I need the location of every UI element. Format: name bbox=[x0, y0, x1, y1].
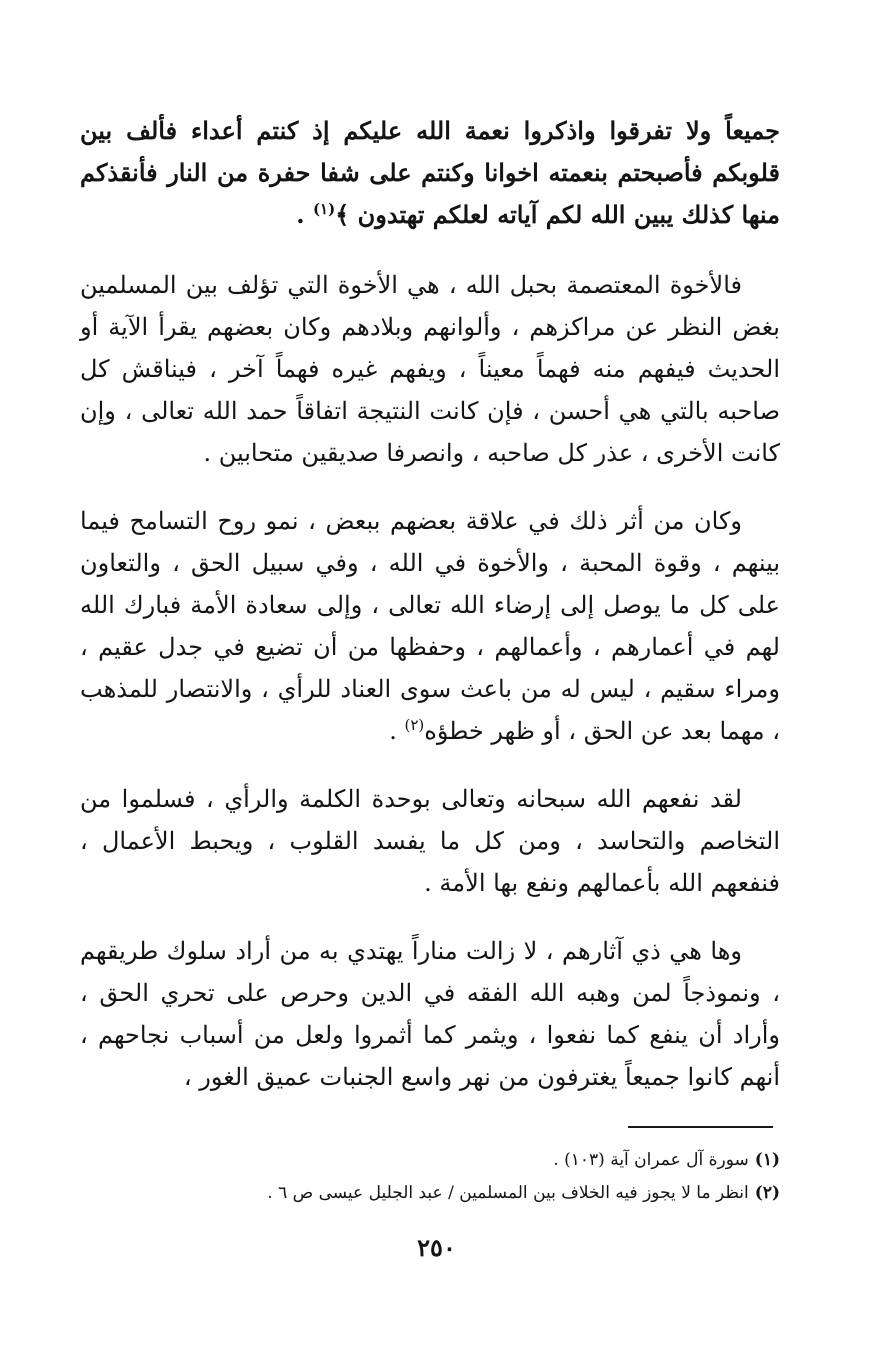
footnote-text: انظر ما لا يجوز فيه الخلاف بين المسلمين / عبد الجليل عيسى ص ٦ . bbox=[267, 1183, 749, 1203]
quran-verse-text: جميعاً ولا تفرقوا واذكروا نعمة الله عليكم إذ كنتم أعداء فألف بين قلوبكم فأصبحتم بنعمته اخوانا وكنتم على شفا حفرة من النار فأنقذكم منها كذلك يبين الله لكم آياته لعلكم تهتدون ﴾ bbox=[80, 116, 780, 229]
paragraph-3: لقد نفعهم الله سبحانه وتعالى بوحدة الكلمة والرأي ، فسلموا من التخاصم والتحاسد ، ومن كل ما يفسد القلوب ، ويحبط الأعمال ، فنفعهم الله بأعمالهم ونفع بها الأمة . bbox=[80, 785, 780, 897]
footnote-divider bbox=[628, 1126, 773, 1128]
footnote-ref-2[interactable]: (٢) bbox=[404, 716, 425, 734]
quran-verse bbox=[80, 110, 780, 236]
footnote-2 bbox=[80, 1177, 780, 1210]
quran-verse-end: . bbox=[296, 200, 313, 229]
footnote-number: (٢) bbox=[754, 1183, 780, 1203]
paragraph-2-end: . bbox=[389, 717, 405, 745]
footnote-1 bbox=[80, 1144, 780, 1177]
paragraph-2-text: وكان من أثر ذلك في علاقة بعضهم ببعض ، نمو روح التسامح فيما بينهم ، وقوة المحبة ، والأخوة في الله ، وفي سبيل الحق ، والتعاون على كل ما يوصل إلى إرضاء الله تعالى ، وإلى سعادة الأمة فبارك الله لهم في أعمارهم ، وأعمالهم ، وحفظها من أن تضيع في جدل عقيم ، ومراء سقيم ، ليس له من باعث سوى العناد للرأي ، والانتصار للمذهب ، مهما بعد عن الحق ، أو ظهر خطؤه bbox=[80, 507, 780, 745]
page-number: ٢٥٠ bbox=[417, 1233, 456, 1262]
main-text bbox=[80, 110, 780, 1124]
footnote-ref-1[interactable]: (١) bbox=[312, 200, 336, 218]
paragraph-4: وها هي ذي آثارهم ، لا زالت مناراً يهتدي به من أراد سلوك طريقهم ، ونموذجاً لمن وهبه الله الفقه في الدين وحرص على تحري الحق ، وأراد أن ينفع كما نفعوا ، ويثمر كما أثمروا ولعل من أسباب نجاحهم ، أنهم كانوا جميعاً يغترفون من نهر واسع الجنبات عميق الغور ، bbox=[80, 937, 780, 1091]
paragraph-2 bbox=[80, 500, 780, 752]
footnotes bbox=[80, 1144, 780, 1210]
footnote-text: سورة آل عمران آية (١٠٣) . bbox=[553, 1150, 749, 1170]
footnote-number: (١) bbox=[754, 1150, 780, 1170]
paragraph-1: فالأخوة المعتصمة بحبل الله ، هي الأخوة التي تؤلف بين المسلمين بغض النظر عن مراكزهم ، وألوانهم وبلادهم وكان بعضهم يقرأ الآية أو الحديث فيفهم منه فهماً معيناً ، ويفهم غيره فهماً آخر ، فيناقش كل صاحبه بالتي هي أحسن ، فإن كانت النتيجة اتفاقاً حمد الله تعالى ، وإن كانت الأخرى ، عذر كل صاحبه ، وانصرفا صديقين متحابين . bbox=[80, 271, 780, 467]
